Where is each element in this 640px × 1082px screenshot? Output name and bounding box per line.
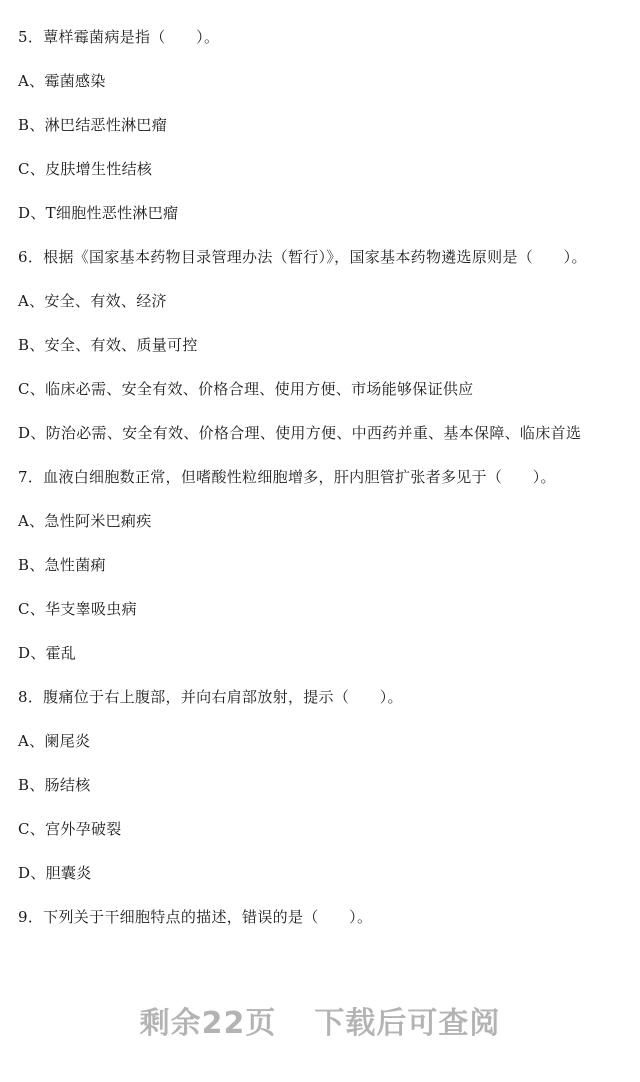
- option-8b: B、肠结核: [18, 776, 91, 794]
- question-5: 5．蕈样霉菌病是指（ ）。: [18, 28, 220, 46]
- option-8c: C、宫外孕破裂: [18, 820, 122, 838]
- option-5a: A、霉菌感染: [18, 72, 106, 90]
- option-6b: B、安全、有效、质量可控: [18, 336, 198, 354]
- option-8a: A、阑尾炎: [18, 732, 91, 750]
- question-8: 8．腹痛位于右上腹部，并向右肩部放射，提示（ ）。: [18, 688, 403, 706]
- option-7d: D、霍乱: [18, 644, 77, 662]
- option-7a: A、急性阿米巴痢疾: [18, 512, 152, 530]
- option-6c: C、临床必需、安全有效、价格合理、使用方便、市场能够保证供应: [18, 380, 474, 398]
- option-6d: D、防治必需、安全有效、价格合理、使用方便、中西药并重、基本保障、临床首选: [18, 424, 582, 442]
- option-5d: D、T细胞性恶性淋巴瘤: [18, 204, 179, 222]
- remaining-pages-text: 剩余22页: [139, 1006, 277, 1041]
- option-7b: B、急性菌痢: [18, 556, 106, 574]
- option-5b: B、淋巴结恶性淋巴瘤: [18, 116, 168, 134]
- option-7c: C、华支睾吸虫病: [18, 600, 137, 618]
- question-9: 9．下列关于干细胞特点的描述，错误的是（ ）。: [18, 908, 373, 926]
- clipped-previous-line: [0, 0, 640, 6]
- question-7: 7．血液白细胞数正常，但嗜酸性粒细胞增多，肝内胆管扩张者多见于（ ）。: [18, 468, 556, 486]
- option-6a: A、安全、有效、经济: [18, 292, 167, 310]
- question-6: 6．根据《国家基本药物目录管理办法（暂行）》，国家基本药物遴选原则是（ ）。: [18, 248, 587, 266]
- download-to-read-text[interactable]: 下载后可查阅: [314, 1006, 501, 1041]
- download-prompt-banner[interactable]: [0, 998, 640, 1042]
- option-8d: D、胆囊炎: [18, 864, 92, 882]
- option-5c: C、皮肤增生性结核: [18, 160, 153, 178]
